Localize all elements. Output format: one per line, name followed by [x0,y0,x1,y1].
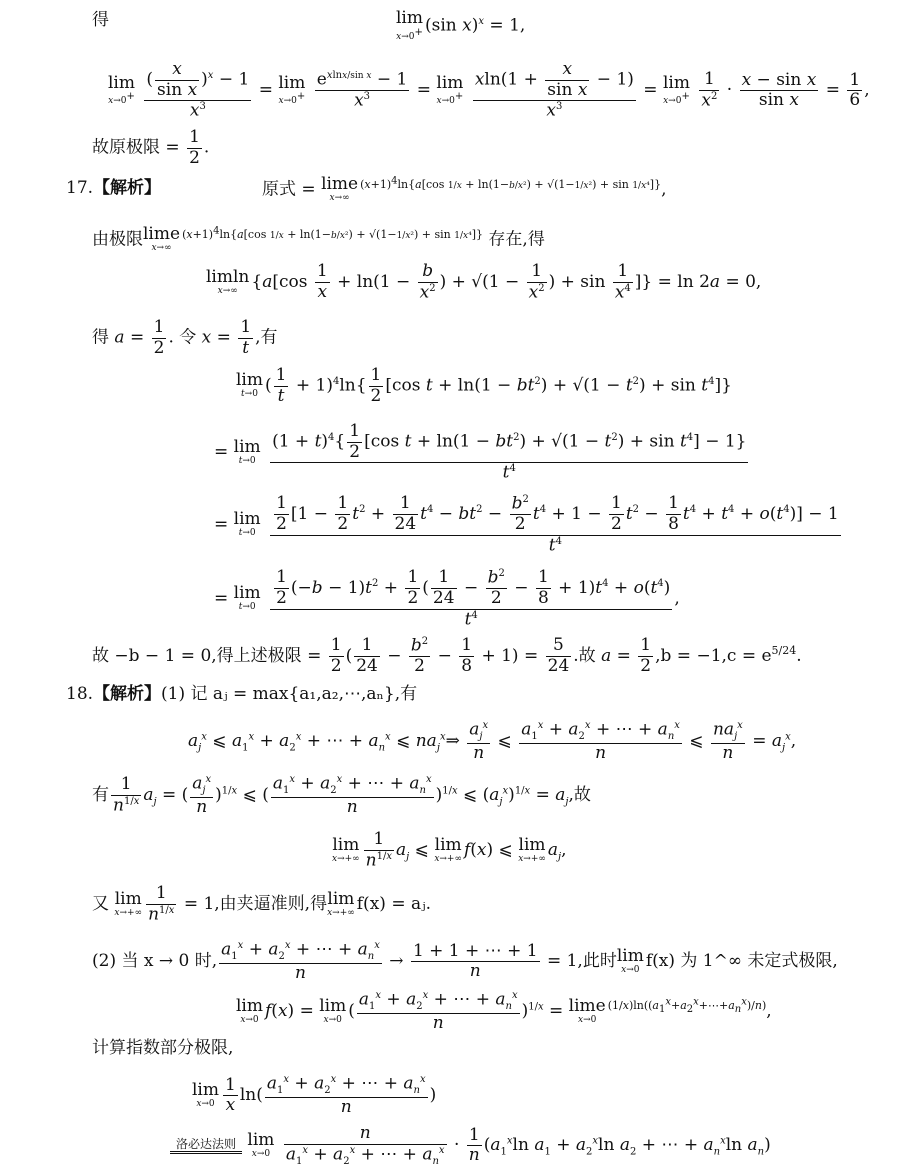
p17-original-prefix: 原式 = [262,179,316,200]
equation-p17-ln: limln x→∞ {a[cos $\frac{1}{x}$ + ln(1 − $\frac{b}{x^2}$ ) + √(1 − $\frac{1}{x^2}$ ) + sin $\frac{1}{x^4}$ ]} = ln 2a = 0, [206,261,762,303]
p18-squeeze-text: = 1,由夹逼准则,得 [183,893,328,914]
p17-let: 得 a = $\frac{1}{2}$ . 令 x = $\frac{1}{t}$ ,有 [92,317,278,358]
p17-number: 17. [66,178,94,198]
equation-p18-lhopital: 洛必达法则 lim x→0 $\frac{n}{a_1^x + a_2^x + \cdots + a_n^x}$ · $\frac{1}{n}$ ($a_1^x\ln$ $a_1 + a_2^x\ln$ $a_2$ + ⋯ + $a_n^x\ln$ $a_n$) [170,1124,771,1167]
p17-final-prefix: 故 −b − 1 = 0,得上述极限 = [92,645,322,666]
p18-part2-intro: (2) 当 x → 0 时, [92,951,218,972]
p18-squeeze-result: f(x) = aⱼ. [356,893,431,914]
p18-part1-intro: (1) 记 aⱼ = max{a₁,a₂,⋯,aₙ},有 [161,684,418,704]
p18-tag: 【解析】 [93,684,162,704]
p17-final-exp: 5/24 [771,644,797,658]
text-de: 得 [92,10,109,30]
p18-gu: ,故 [568,785,591,806]
p18-you: 有 [92,785,109,806]
p16-conclusion-prefix: 故原极限 = [92,137,180,158]
equation-p17-t2: = lim t→0 $(1 + t)^4${ $\frac{1}{2}$ [cos $t + \ln(1 - bt^2) + √(1 - t^2) + \sin t^4] - 1$} $t^4$ [214,421,747,483]
p18-part2: (2) 当 x → 0 时, $\frac{a_1^x + a_2^x + \cdots + a_n^x}{n}$ → $\frac{1 + 1 + \cdots + 1}{n}$ = 1,此时 lim x→0 f(x) 为 1^∞ 未定式极限, [92,939,838,983]
p18-squeeze-rule: 又 lim x→+∞ $\frac{1}{n^{1/x}}$ = 1,由夹逼准则,得 lim x→+∞ f(x) = aⱼ. [92,883,431,925]
equation-p18-squeeze: 有 $\frac{1}{n^{1/x}}$ $a_j$ = ( $\frac{a_j^x}{n}$ )$^{1/x}$ ⩽ ( $\frac{a_1^x + a_2^x + \cdots + a_n^x}{n}$ )$^{1/x}$ ⩽ $(a_j^x)^{1/x} = a_j$,故 [92,773,591,817]
equation-p17-t3: = lim t→0 $\frac{1}{2}$ [1 − $\frac{1}{2}$ $t^2$ + $\frac{1}{24}$ $t^4 - bt^2$ − $\frac{b^2}{2}$ $t^4 + 1$ − $\frac{1}{2}$ $t^2$ − $\frac{1}{8}$ $t^4 + t^4 + o(t^4)] - 1$ $t^4$ [214,493,839,556]
p18-number: 18. [66,684,94,704]
p18-compute-exp: 计算指数部分极限, [92,1038,234,1058]
equation-p18-chain: $a_j^x$ ⩽ $a_1^x + a_2^x$ + ⋯ + $a_n^x$ ⩽ $na_j^x\Rightarrow$ $\frac{a_j^x}{n}$ ⩽ $\frac{a_1^x + a_2^x + \cdots + a_n^x}{n}$ ⩽ $\frac{na_j^x}{n}$ = $a_j^x$, [188,719,797,763]
equation-p18-f: lim x→0 f(x) = lim x→0 ( $\frac{a_1^x + a_2^x + \cdots + a_n^x}{n}$ )$^{1/x}$ = lime x→0 $^{(1/x)ln((a_1^x+a_2^x+\cdots+a_n^x)/n)}$, [236,989,772,1033]
equation-p18-exp-limit: lim x→0 $\frac{1}{x}$ ln( $\frac{a_1^x + a_2^x + \cdots + a_n^x}{n}$ ) [192,1073,437,1117]
p17-tag: 【解析】 [93,178,162,198]
equation-p17-t1: lim t→0 ( $\frac{1}{t}$ + 1)$^4$ln{ $\frac{1}{2}$ [cos $t + \ln(1 - bt^2) + √(1 - t^2) + \sin t^4$]} [236,365,732,406]
p18-you-again: 又 [92,893,109,914]
p18-heading [66,686,417,703]
equation-p17-t4: = lim t→0 $\frac{1}{2}$ $(-b - 1)t^2$ + $\frac{1}{2}$ ( $\frac{1}{24}$ − $\frac{b^2}{2}$ − $\frac{1}{8}$ + $1)t^4 + o(t^4)$ $t^4$ , [214,567,680,630]
p17-exist-line: 由极限 lime x→∞ $^{(x+1)^4ln\{a[cos 1/x + ln(1-b/x^2) + √(1-1/x^2) + sin 1/x^4]\}}$ 存在,得 [92,224,545,254]
p17-final-bc: ,b = −1,c = e [655,645,772,666]
p17-final: 故 −b − 1 = 0,得上述极限 = $\frac{1}{2}$ ( $\frac{1}{24}$ − $\frac{b^2}{2}$ − $\frac{1}{8}$ + 1) = $\frac{5}{24}$ .故 a = $\frac{1}{2}$ $,b = -1,c = e^{5/24}$. [92,635,802,677]
equation-p18-limits: lim x→+∞ $\frac{1}{n^{1/x}}$ $a_j$ ⩽ lim x→+∞ f(x) ⩽ lim x→+∞ $a_j$, [332,829,567,871]
p16-conclusion: 故原极限 = $\frac{1}{2}$ . [92,127,210,168]
equation-p16-chain: lim x→0+ ( $\frac{x}{\text{sin x}}$ )$^x$ − 1 $x^3$ = lim x→0+ $\frac{e^{xlnx/sin x} - 1}{x^3}$ = lim x→0+ xln(1 + $\frac{x}{\text{sin x}}$ − 1) $x^3$ = lim x→0+ $\frac{1}{x^2}$ · $\frac{\text{x − sin x}}{\text{sin x}}$ = $\frac{1}{6}$ , [108,59,870,121]
equation-lim-sinx: lim x→0+ (sin x)$^x$ = 1, [396,8,526,42]
p17-exist-prefix: 由极限 [92,229,143,250]
equation-p17-original: 原式 = lime x→∞ $^{(x+1)^4ln\{a[cos 1/x + ln(1-b/x^2) + √(1-1/x^2) + sin 1/x^4]\}}$, [262,174,667,204]
p17-exist-suffix: 存在,得 [488,229,545,250]
p18-part2-tail: f(x) 为 1^∞ 未定式极限, [645,951,838,972]
p17-heading [66,180,161,197]
p18-part2-mid: = 1,此时 [546,951,617,972]
lhopital-label: 洛必达法则 [170,1138,242,1154]
